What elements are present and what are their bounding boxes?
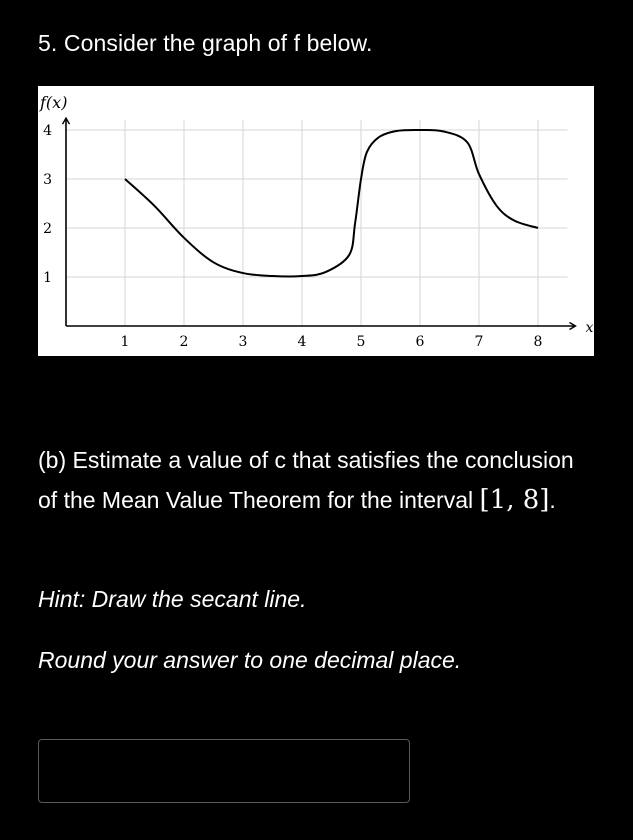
function-graph-svg [38, 86, 594, 356]
x-axis-label: x [585, 320, 594, 336]
y-axis-label: f(x) [40, 93, 68, 112]
question-title: 5. Consider the graph of f below. [38, 30, 373, 56]
x-tick-label: 2 [179, 334, 189, 350]
x-tick-label: 6 [415, 334, 425, 350]
x-tick-label: 5 [356, 334, 366, 350]
x-tick-label: 1 [120, 334, 130, 350]
y-tick-label: 2 [43, 221, 52, 237]
interval-notation: [1, 8] [479, 485, 550, 515]
hint-text: Hint: Draw the secant line. [38, 586, 307, 612]
x-tick-label: 8 [533, 334, 543, 350]
function-graph [38, 86, 594, 356]
y-tick-label: 3 [43, 172, 52, 188]
part-b-question [38, 440, 598, 520]
x-tick-label: 3 [238, 334, 248, 350]
function-curve [125, 130, 538, 277]
part-b-text-end: . [549, 487, 556, 513]
x-tick-label: 7 [474, 334, 484, 350]
y-tick-label: 4 [43, 123, 52, 139]
y-tick-label: 1 [43, 270, 52, 286]
x-tick-label: 4 [297, 334, 307, 350]
rounding-instruction: Round your answer to one decimal place. [38, 647, 462, 673]
part-b-text: (b) Estimate a value of c that satisfies the conclusion of the Mean Value Theorem for the interval [38, 447, 574, 513]
answer-input[interactable] [38, 739, 410, 803]
